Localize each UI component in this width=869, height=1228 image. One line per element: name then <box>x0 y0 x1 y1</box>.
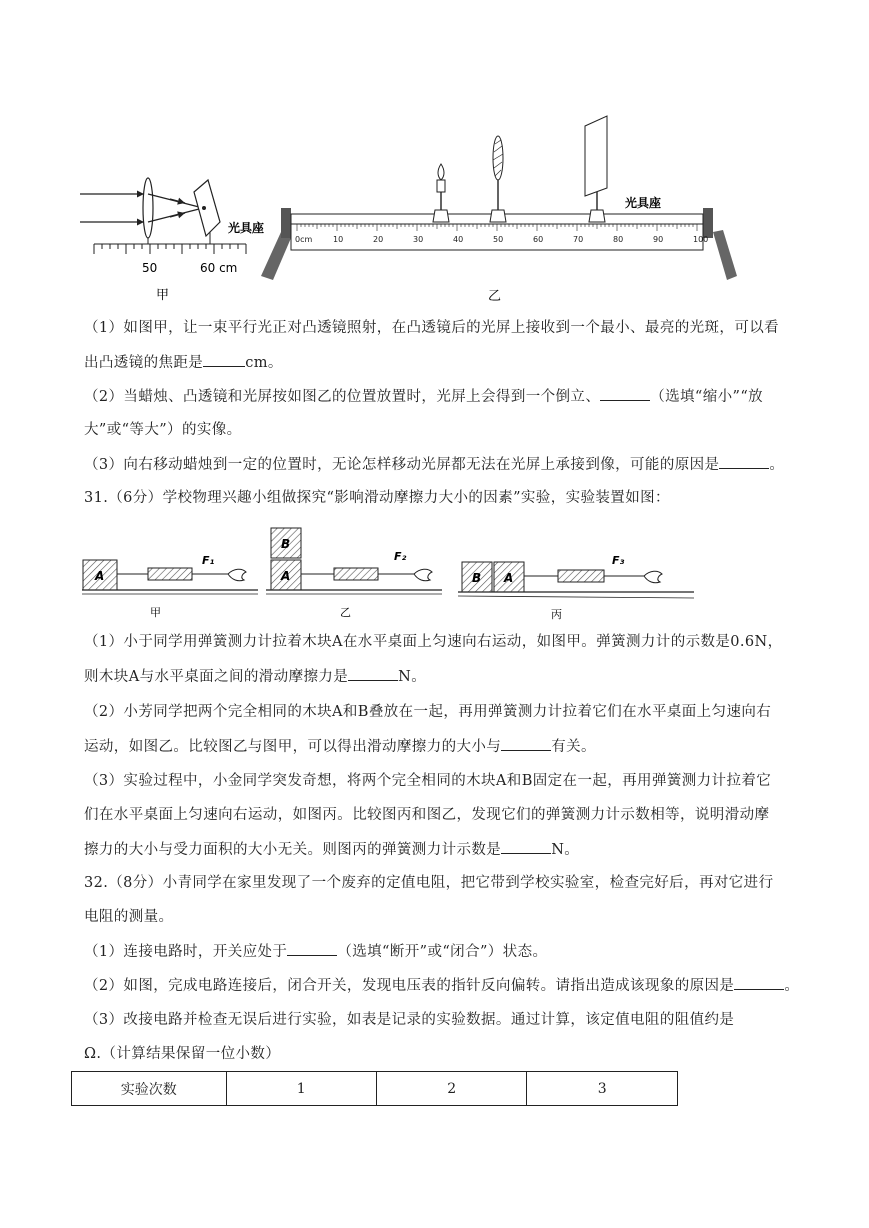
block-a-bing: A <box>504 571 514 585</box>
q32-part2: （2）如图，完成电路连接后，闭合开关，发现电压表的指针反向偏转。请指出造成该现象的原因是 。 <box>84 975 790 996</box>
q32-part3-line2: Ω.（计算结果保留一位小数） <box>84 1046 281 1062</box>
q30-part2-line1: （2）当蜡烛、凸透镜和光屏按如图乙的位置放置时，光屏上会得到一个倒立、 （选填“缩小”“放 <box>84 386 790 407</box>
q31-part3-line2: 们在水平桌面上匀速向右运动，如图丙。比较图丙和图乙，发现它们的弹簧测力计示数相等，说明滑动摩 <box>84 807 770 823</box>
table-header-cell: 3 <box>527 1072 678 1106</box>
bench-scale-label: 50 <box>493 235 504 244</box>
q30-part1-line1: （1）如图甲，让一束平行光正对凸透镜照射，在凸透镜后的光屏上接收到一个最小、最亮的光斑，可以看 <box>84 320 780 336</box>
spring-scale-yi <box>334 568 378 580</box>
block-a-jia: A <box>95 569 105 583</box>
q32-title-line2: 电阻的测量。 <box>84 909 174 925</box>
q31-part3-line1: （3）实验过程中，小金同学突发奇想，将两个完全相同的木块A和B固定在一起，再用弹簧测力计拉着它 <box>84 773 772 789</box>
q31-part1-line2: 则木块A与水平桌面之间的滑动摩擦力是 N。 <box>84 666 790 687</box>
light-screen <box>194 180 220 236</box>
bench-scale-label: 0cm <box>295 235 313 244</box>
bench-end-left <box>281 208 291 238</box>
q32-part3-line1: （3）改接电路并检查无误后进行实验，如表是记录的实验数据。通过计算，该定值电阻的阻值约是 <box>84 1012 735 1028</box>
q30-part3: （3）向右移动蜡烛到一定的位置时，无论怎样移动光屏都无法在光屏上承接到像，可能的原因是 。 <box>84 454 790 475</box>
friction-figures <box>78 522 698 622</box>
q31-part2-line2: 运动，如图乙。比较图乙与图甲，可以得出滑动摩擦力的大小与 有关。 <box>84 736 790 757</box>
ruler-label-50: 50 <box>142 261 158 275</box>
bench-scale-label: 80 <box>613 235 624 244</box>
answer-blank[interactable] <box>719 454 769 469</box>
bench-leg-left <box>261 232 291 280</box>
bench-scale-label: 70 <box>573 235 584 244</box>
fig-label-yi: 乙 <box>488 289 502 304</box>
spring-scale-bing <box>558 570 604 582</box>
answer-blank[interactable] <box>501 839 551 854</box>
bench-scale-label: 30 <box>413 235 424 244</box>
force-label-bing: F₃ <box>612 554 625 567</box>
table-header-cell: 1 <box>226 1072 376 1106</box>
table-header-cell: 2 <box>376 1072 526 1106</box>
bench-scale-label: 40 <box>453 235 464 244</box>
optics-figure-yi <box>255 112 745 312</box>
answer-blank[interactable] <box>734 975 784 990</box>
spring-scale-jia <box>148 568 192 580</box>
bench-label-jia: 光具座 <box>228 221 265 235</box>
answer-blank[interactable] <box>203 352 245 367</box>
table-row <box>72 1072 678 1106</box>
bench-scale-label: 60 <box>533 235 544 244</box>
q31-part2-line1: （2）小芳同学把两个完全相同的木块A和B叠放在一起，再用弹簧测力计拉着它们在水平桌面上匀速向右 <box>84 704 772 720</box>
friction-figure-yi <box>266 528 442 619</box>
answer-blank[interactable] <box>600 386 650 401</box>
block-a-yi: A <box>281 569 291 583</box>
q31-part3-line3: 擦力的大小与受力面积的大小无关。则图丙的弹簧测力计示数是 N。 <box>84 839 790 860</box>
bench-label-yi: 光具座 <box>625 196 662 210</box>
bench-convex-lens <box>490 136 506 222</box>
q30-part2-line2: 大”或“等大”）的实像。 <box>84 422 242 438</box>
light-rays <box>80 194 203 222</box>
optics-figure-jia <box>70 172 280 312</box>
q32-part1: （1）连接电路时，开关应处于 （选填“断开”或“闭合”）状态。 <box>84 941 790 962</box>
ruler <box>94 244 246 254</box>
block-b-yi: B <box>281 537 291 551</box>
force-label-jia: F₁ <box>202 554 215 567</box>
bench-scale-label: 100 <box>693 235 709 244</box>
bench-end-right <box>703 208 713 238</box>
bench-scale-label: 10 <box>333 235 344 244</box>
fig-label-jia: 甲 <box>156 288 170 303</box>
q32-title-line1: 32.（8分）小青同学在家里发现了一个废弃的定值电阻，把它带到学校实验室，检查完好后，再对它进行 <box>84 875 774 891</box>
ruler-label-60: 60 cm <box>200 261 238 275</box>
convex-lens <box>143 178 153 238</box>
friction-label-yi: 乙 <box>340 606 351 619</box>
candle <box>433 164 449 222</box>
bench-light-screen <box>585 116 607 222</box>
force-label-yi: F₂ <box>394 550 407 563</box>
table-header-cell: 实验次数 <box>72 1072 227 1106</box>
q30-part1-line2: 出凸透镜的焦距是 cm。 <box>84 352 790 373</box>
friction-figure-jia <box>82 554 258 619</box>
q31-title: 31.（6分）学校物理兴趣小组做探究“影响滑动摩擦力大小的因素”实验，实验装置如图： <box>84 490 670 506</box>
friction-figure-bing <box>458 554 694 621</box>
bench-leg-right <box>713 230 737 280</box>
q31-part1-line1: （1）小于同学用弹簧测力计拉着木块A在水平桌面上匀速向右运动，如图甲。弹簧测力计的示数是0.6N， <box>84 634 783 650</box>
friction-label-jia: 甲 <box>150 606 161 619</box>
answer-blank[interactable] <box>348 666 398 681</box>
bench-scale-label: 90 <box>653 235 664 244</box>
friction-label-bing: 丙 <box>551 608 562 621</box>
answer-blank[interactable] <box>501 736 551 751</box>
answer-blank[interactable] <box>287 941 337 956</box>
block-b-bing: B <box>472 571 482 585</box>
data-table <box>71 1071 678 1106</box>
bench-scale-label: 20 <box>373 235 384 244</box>
